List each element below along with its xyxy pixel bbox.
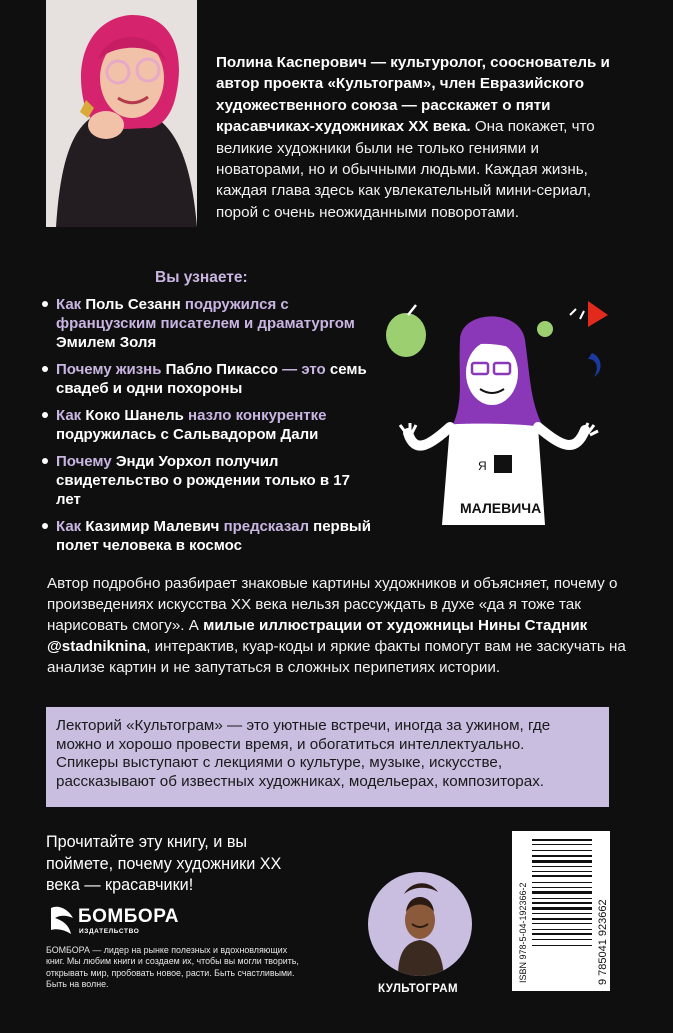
red-triangle-icon [588, 301, 608, 327]
barcode-bar [532, 887, 592, 888]
author-photo [46, 0, 197, 227]
barcode-bar [532, 918, 592, 920]
barcode-bar [532, 839, 592, 841]
barcode-bar [532, 891, 592, 894]
list-item: Почему Энди Уорхол получил свидетельство о рождении только в 17 лет [30, 452, 375, 509]
barcode-bar [532, 844, 592, 845]
barcode-bar [532, 929, 592, 930]
barcode-bar [532, 898, 592, 899]
shirt-text-bottom: МАЛЕВИЧА [460, 500, 542, 516]
barcode-bar [532, 902, 592, 904]
list-item: Как Поль Сезанн подружился с французским писателем и драматургом Эмилем Золя [30, 295, 375, 352]
isbn-barcode [512, 831, 610, 991]
publisher-blurb: БОМБОРА — лидер на рынке полезных и вдохновляющих книг. Мы любим книги и создаем их, чтобы вы могли творить, открывать мир, пробовать новое, расти. Быть счастливыми. Быть на волне. [46, 945, 299, 989]
girl-illustration [380, 295, 620, 555]
barcode-digits: 9 785041 923662 [597, 899, 609, 985]
blue-moon-icon [588, 353, 601, 377]
barcode-bar [532, 860, 592, 863]
bombora-logo-text: БОМБОРА [78, 906, 179, 927]
barcode-bar [532, 939, 592, 940]
list-item: Почему жизнь Пабло Пикассо — это семь свадеб и одни похороны [30, 360, 375, 398]
learn-title: Вы узнаете: [155, 269, 248, 286]
barcode-bar [532, 882, 592, 883]
bombora-logo-sub: ИЗДАТЕЛЬСТВО [79, 928, 140, 935]
barcode-bar [532, 850, 592, 851]
barcode-bar [532, 875, 592, 877]
author-bio-lead: Полина Касперович — культуролог, сооснователь и автор проекта «Культограм», член Евразийского художественного союза — расскажет о пяти красавчиках-художниках XX века. [216, 54, 610, 136]
book-description: Автор подробно разбирает знаковые картины художников и объясняет, почему о произведениях искусства XX века нельзя рассуждать в духе «да я тоже так нарисовать смогу». А милые иллюстрации от художницы Нины Стадник @stadniknina, интерактив, куар-коды и яркие факты помогут вам не заскучать на анализе картин и не запутаться в сложных перипетиях истории. [47, 575, 626, 676]
kultogram-label: КУЛЬТОГРАМ [378, 983, 458, 995]
barcode-bar [532, 907, 592, 910]
kultogram-logo-icon [368, 872, 472, 976]
barcode-bar [532, 871, 592, 872]
barcode-bar [532, 945, 592, 946]
lecture-box-text: Лекторий «Культограм» — это уютные встречи, иногда за ужином, где можно и хорошо провести время, и обогатиться интеллектуально. Спикеры выступают с лекциями о культуре, музыке, искусстве, рассказывают об известных художниках, модельерах, композиторах. [56, 717, 551, 790]
author-bio [216, 52, 611, 223]
isbn-text: ISBN 978-5-04-192366-2 [518, 882, 528, 983]
barcode-bar [532, 866, 592, 867]
barcode-bar [532, 913, 592, 914]
author-bio-rest: Она покажет, что великие художники были не только гениями и новаторами, но и обычными людьми. Каждая жизнь, каждая глава здесь как увлекательный мини-сериал, порой с очень неожиданными поворотами. [216, 118, 595, 221]
apple-icon [386, 313, 426, 357]
list-item: Как Коко Шанель назло конкурентке подружилась с Сальвадором Дали [30, 406, 375, 444]
green-dot-icon [537, 321, 553, 337]
call-to-action: Прочитайте эту книгу, и вы поймете, почему художники XX века — красавчики! [46, 833, 282, 894]
learn-list [30, 295, 375, 563]
shirt-text-top: Я [478, 459, 487, 473]
lecture-box [46, 707, 609, 807]
list-item: Как Казимир Малевич предсказал первый полет человека в космос [30, 517, 375, 555]
barcode-bar [532, 923, 592, 924]
barcode-bar [532, 855, 592, 857]
barcode-bar [532, 933, 592, 935]
